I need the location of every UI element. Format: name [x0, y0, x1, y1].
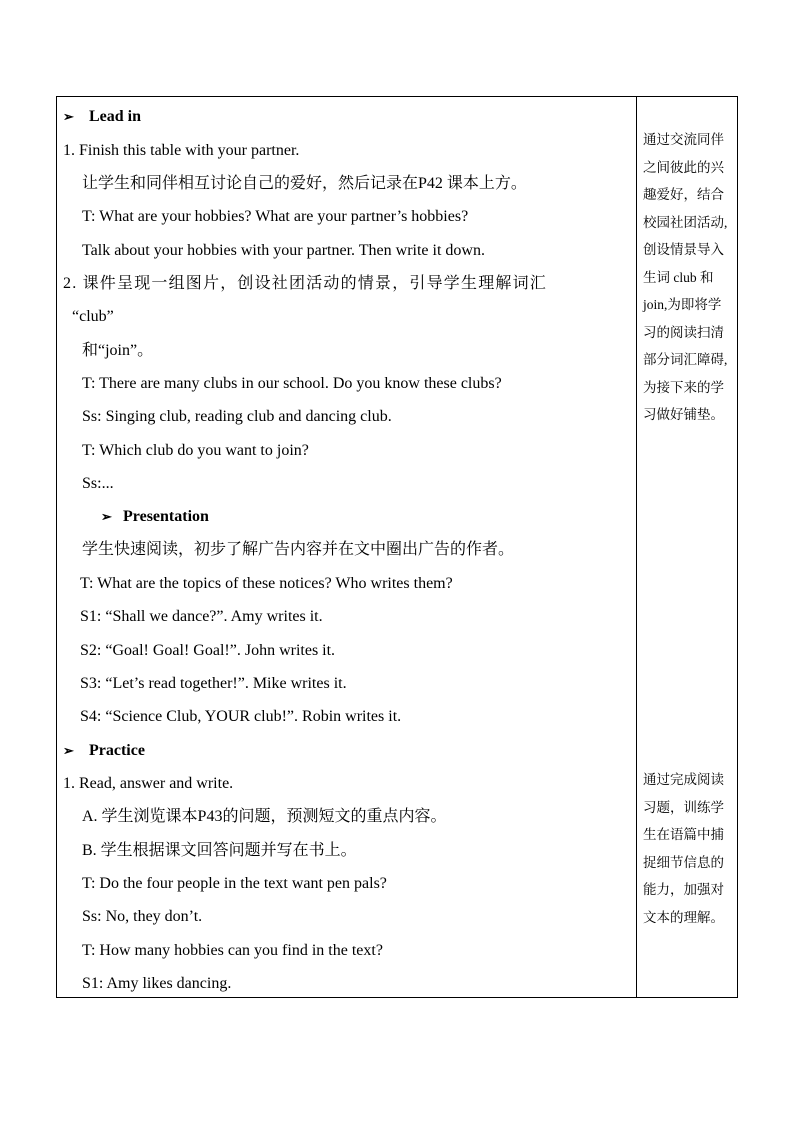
note-line: join,为即将学: [643, 297, 722, 312]
column-divider: [636, 96, 637, 998]
note-line: 文本的理解。: [643, 909, 724, 925]
note-line: 生在语篇中捕: [643, 827, 724, 842]
text-line: S1: Amy likes dancing.: [82, 975, 232, 992]
text-line: Ss:...: [82, 475, 114, 492]
note-line: 习题，训练学: [643, 799, 724, 815]
text-line: T: What are your hobbies? What are your partner’s hobbies?: [82, 208, 469, 225]
text-line: B. 学生根据课文回答问题并写在书上。: [82, 842, 357, 859]
text-line: T: Which club do you want to join?: [82, 442, 309, 459]
note-line: 创设情景导入: [643, 242, 724, 257]
practice-heading: ➢ Practice: [63, 742, 145, 759]
text-line: 1. Finish this table with your partner.: [63, 142, 300, 159]
arrow-bullet-icon: ➢: [63, 743, 74, 758]
note-line: 能力，加强对: [643, 882, 724, 897]
text-line: T: How many hobbies can you find in the text?: [82, 942, 383, 959]
text-line: Ss: Singing club, reading club and dancing club.: [82, 408, 392, 425]
text-line: S3: “Let’s read together!”. Mike writes it.: [80, 675, 347, 692]
text-line: Ss: No, they don’t.: [82, 908, 203, 925]
design-note-practice: [643, 766, 735, 931]
text-line: S4: “Science Club, YOUR club!”. Robin writes it.: [80, 708, 402, 725]
text-line: “club”: [72, 308, 114, 325]
note-line: 习做好铺垫。: [643, 407, 724, 422]
text-line: 1. Read, answer and write.: [63, 775, 234, 792]
note-line: 之间彼此的兴: [643, 159, 724, 175]
arrow-bullet-icon: ➢: [63, 109, 74, 124]
design-note-lead-in: [643, 126, 735, 429]
text-line: T: What are the topics of these notices? Who writes them?: [80, 575, 453, 592]
text-line: 学生快速阅读，初步了解广告内容并在文中圈出广告的作者。: [82, 541, 515, 558]
text-line: A. 学生浏览课本P43的问题，预测短文的重点内容。: [82, 808, 447, 825]
note-line: 捉细节信息的: [643, 854, 724, 870]
presentation-heading: ➢ Presentation: [101, 508, 209, 525]
note-line: 校园社团活动,: [643, 214, 728, 230]
text-line: Talk about your hobbies with your partner. Then write it down.: [82, 242, 485, 259]
text-line: T: There are many clubs in our school. Do you know these clubs?: [82, 375, 502, 392]
note-line: 通过交流同伴: [643, 132, 724, 147]
text-line: 让学生和同伴相互讨论自己的爱好，然后记录在P42 课本上方。: [82, 175, 527, 192]
arrow-bullet-icon: ➢: [101, 509, 112, 524]
note-line: 趣爱好，结合: [643, 187, 724, 202]
note-line: 习的阅读扫清: [643, 324, 724, 340]
text-line: S2: “Goal! Goal! Goal!”. John writes it.: [80, 642, 336, 659]
note-line: 为接下来的学: [643, 379, 724, 395]
text-line: 2. 课件呈现一组图片，创设社团活动的情景，引导学生理解词汇: [63, 275, 548, 292]
text-line: 和“join”。: [82, 342, 154, 359]
text-line: S1: “Shall we dance?”. Amy writes it.: [80, 608, 323, 625]
lead-in-heading: ➢ Lead in: [63, 108, 142, 125]
note-line: 部分词汇障碍,: [643, 352, 728, 367]
text-line: T: Do the four people in the text want pen pals?: [82, 875, 387, 892]
note-line: 通过完成阅读: [643, 772, 724, 787]
note-line: 生词 club 和: [643, 269, 714, 285]
